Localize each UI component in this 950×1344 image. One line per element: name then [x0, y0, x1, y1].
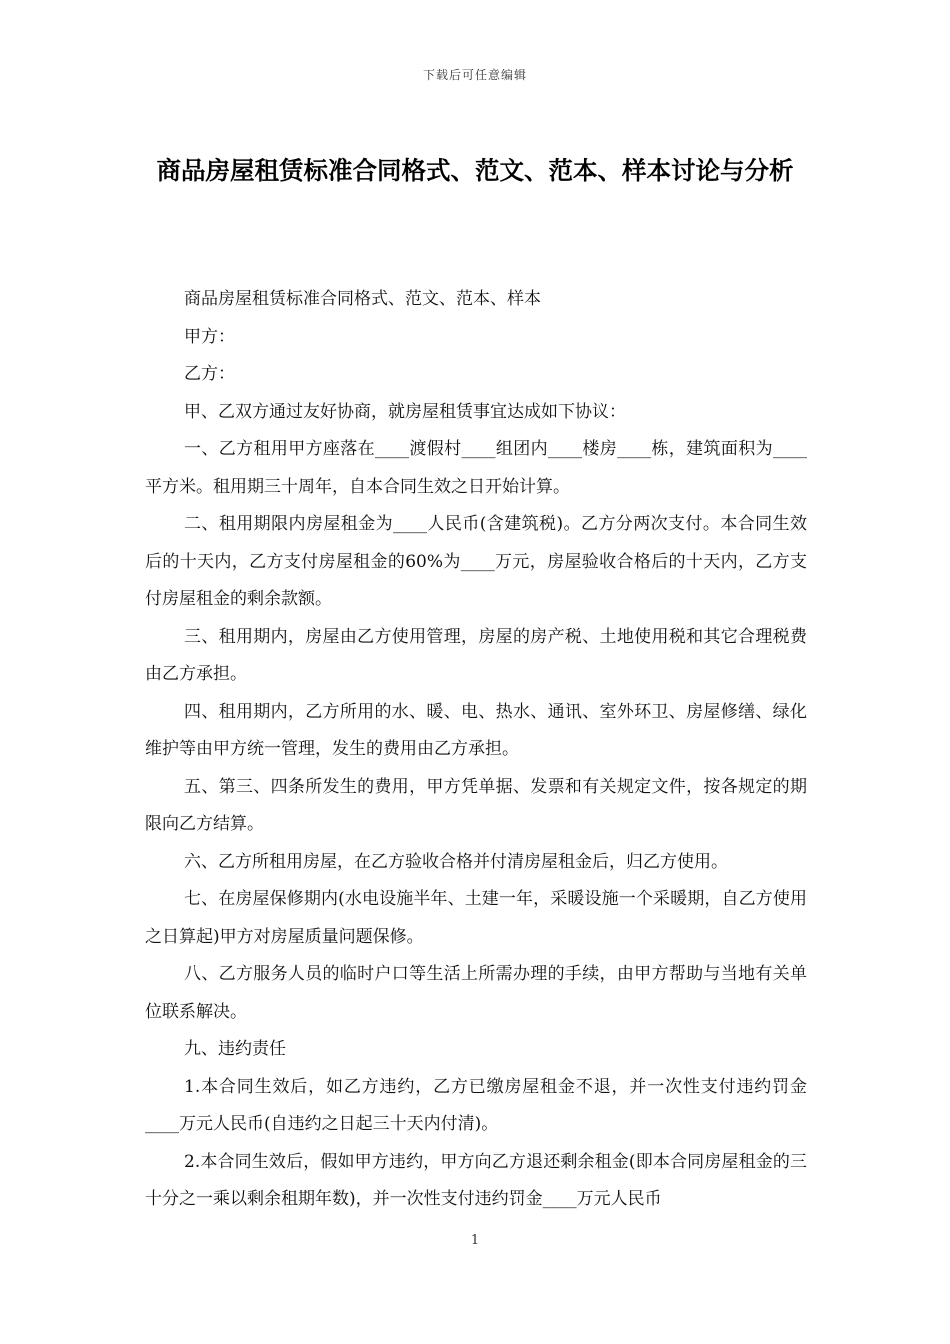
paragraph-intro: 甲、乙双方通过友好协商，就房屋租赁事宜达成如下协议：	[184, 401, 626, 422]
page-header: 下载后可任意编辑	[422, 68, 527, 82]
clause-9-heading: 九、违约责任	[184, 1039, 286, 1059]
clause-5: 五、第三、四条所发生的费用，甲方凭单据、发票和有关规定文件，按各规定的期限向乙方结算。	[145, 776, 807, 834]
paragraph-subtitle: 商品房屋租赁标准合同格式、范文、范本、样本	[184, 289, 541, 309]
clause-2: 二、租用期限内房屋租金为____人民币(含建筑税)。乙方分两次支付。本合同生效后的十天内，乙方支付房屋租金的60%为____万元，房屋验收合格后的十天内，乙方支付房屋租金的剩余款额。	[145, 514, 807, 609]
clause-9-item-2: 2.本合同生效后，假如甲方违约，甲方向乙方退还剩余租金(即本合同房屋租金的三十分之一乘以剩余租期年数)，并一次性支付违约罚金____万元人民币	[145, 1151, 807, 1209]
clause-8: 八、乙方服务人员的临时户口等生活上所需办理的手续，由甲方帮助与当地有关单位联系解决。	[145, 964, 807, 1022]
clause-4: 四、租用期内，乙方所用的水、暖、电、热水、通讯、室外环卫、房屋修缮、绿化维护等由甲方统一管理，发生的费用由乙方承担。	[145, 701, 807, 759]
document-title: 商品房屋租赁标准合同格式、范文、范本、样本讨论与分析	[156, 156, 794, 185]
clause-7: 七、在房屋保修期内(水电设施半年、土建一年，采暖设施一个采暖期，自乙方使用之日算起)甲方对房屋质量问题保修。	[145, 889, 807, 947]
paragraph-party-b: 乙方：	[184, 364, 235, 384]
clause-1: 一、乙方租用甲方座落在____渡假村____组团内____楼房____栋，建筑面积为____平方米。租用期三十周年，自本合同生效之日开始计算。	[145, 439, 807, 497]
clause-3: 三、租用期内，房屋由乙方使用管理，房屋的房产税、土地使用税和其它合理税费由乙方承担。	[145, 626, 807, 684]
clause-6: 六、乙方所租用房屋，在乙方验收合格并付清房屋租金后，归乙方使用。	[184, 851, 728, 872]
document-body	[145, 281, 807, 1219]
clause-9-item-1: 1.本合同生效后，如乙方违约，乙方已缴房屋租金不退，并一次性支付违约罚金____万元人民币(自违约之日起三十天内付清)。	[145, 1076, 807, 1134]
paragraph-party-a: 甲方：	[184, 326, 235, 347]
page-number: 1	[470, 1233, 480, 1248]
